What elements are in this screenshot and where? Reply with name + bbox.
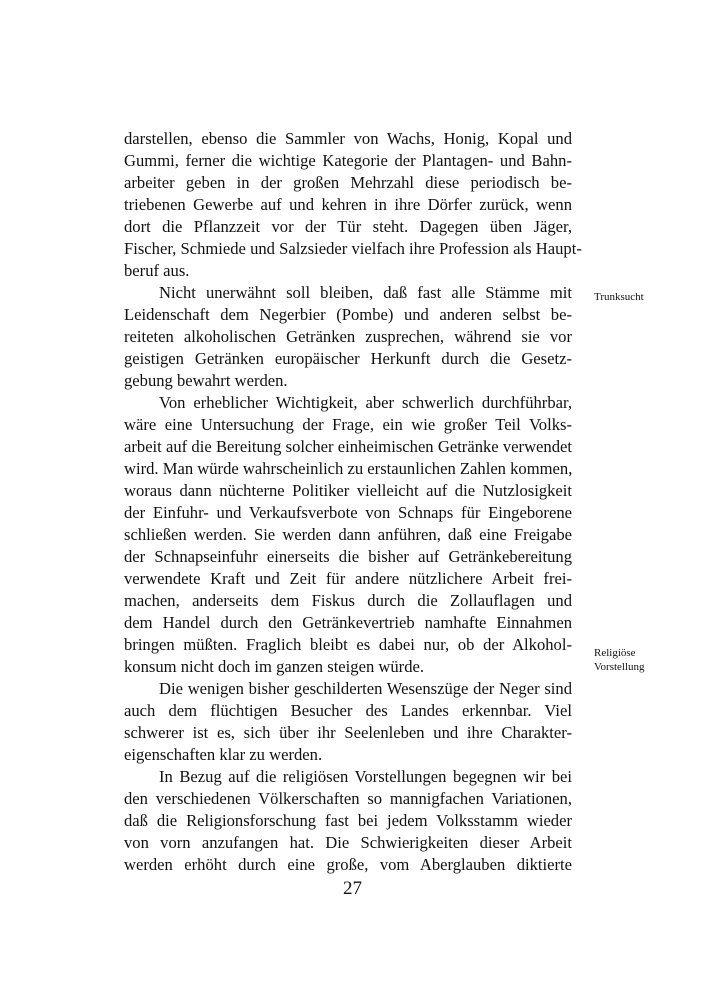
text-line: von vorn anzufangen hat. Die Schwierigkeiten dieser Arbeit (124, 833, 572, 852)
text-line: wäre eine Untersuchung der Frage, ein wie großer Teil Volks- (124, 415, 572, 434)
page-number: 27 (343, 878, 362, 899)
text-line: verwendete Kraft und Zeit für andere nützlichere Arbeit frei- (124, 569, 572, 588)
text-line: geistigen Getränken europäischer Herkunft durch die Gesetz- (124, 349, 572, 368)
text-line: werden erhöht durch eine große, vom Aberglauben diktierte (124, 855, 572, 874)
text-line: Leidenschaft dem Negerbier (Pombe) und anderen selbst be- (124, 305, 572, 324)
text-line: reiteten alkoholischen Getränken zusprechen, während sie vor (124, 327, 572, 346)
text-line: Die wenigen bisher geschilderten Wesenszüge der Neger sind (159, 679, 572, 698)
text-line: beruf aus. (124, 261, 190, 280)
text-line: auch dem flüchtigen Besucher des Landes erkennbar. Viel (124, 701, 572, 720)
text-line: triebenen Gewerbe auf und kehren in ihre Dörfer zurück, wenn (124, 195, 572, 214)
text-line: machen, anderseits dem Fiskus durch die Zollauflagen und (124, 591, 572, 610)
text-line: Fischer, Schmiede und Salzsieder vielfach ihre Profession als Haupt- (124, 239, 582, 258)
text-line: dem Handel durch den Getränkevertrieb namhafte Einnahmen (124, 613, 572, 632)
text-line: der Einfuhr- und Verkaufsverbote von Schnaps für Eingeborene (124, 503, 572, 522)
text-line: der Schnapseinfuhr einerseits die bisher auf Getränkebereitung (124, 547, 572, 566)
text-line: Gummi, ferner die wichtige Kategorie der Plantagen- und Bahn- (124, 151, 572, 170)
margin-note-religiose-line-2: Vorstellung (594, 661, 645, 673)
text-line: Nicht unerwähnt soll bleiben, daß fast alle Stämme mit (159, 283, 572, 302)
text-line: woraus dann nüchterne Politiker vielleicht auf die Nutzlosigkeit (124, 481, 572, 500)
text-line: gebung bewahrt werden. (124, 371, 288, 390)
text-line: arbeit auf die Bereitung solcher einheimischen Getränke verwendet (124, 437, 572, 456)
text-line: wird. Man würde wahrscheinlich zu erstaunlichen Zahlen kommen, (124, 459, 573, 478)
text-line: Von erheblicher Wichtigkeit, aber schwerlich durchführbar, (159, 393, 572, 412)
text-line: eigenschaften klar zu werden. (124, 745, 323, 764)
text-line: schließen werden. Sie werden dann anführen, daß eine Freigabe (124, 525, 572, 544)
margin-note-trunksucht: Trunksucht (594, 291, 644, 303)
margin-note-religiose-line-1: Religiöse (594, 647, 636, 659)
text-line: bringen müßten. Fraglich bleibt es dabei nur, ob der Alkohol- (124, 635, 572, 654)
text-line: konsum nicht doch im ganzen steigen würde. (124, 657, 425, 676)
text-line: In Bezug auf die religiösen Vorstellungen begegnen wir bei (159, 767, 572, 786)
text-line: daß die Religionsforschung fast bei jedem Volksstamm wieder (124, 811, 572, 830)
text-line: arbeiter geben in der großen Mehrzahl diese periodisch be- (124, 173, 572, 192)
text-line: dort die Pflanzzeit vor der Tür steht. Dagegen üben Jäger, (124, 217, 572, 236)
text-line: schwerer ist es, sich über ihr Seelenleben und ihre Charakter- (124, 723, 572, 742)
text-line: darstellen, ebenso die Sammler von Wachs, Honig, Kopal und (124, 129, 572, 148)
text-line: den verschiedenen Völkerschaften so mannigfachen Variationen, (124, 789, 572, 808)
